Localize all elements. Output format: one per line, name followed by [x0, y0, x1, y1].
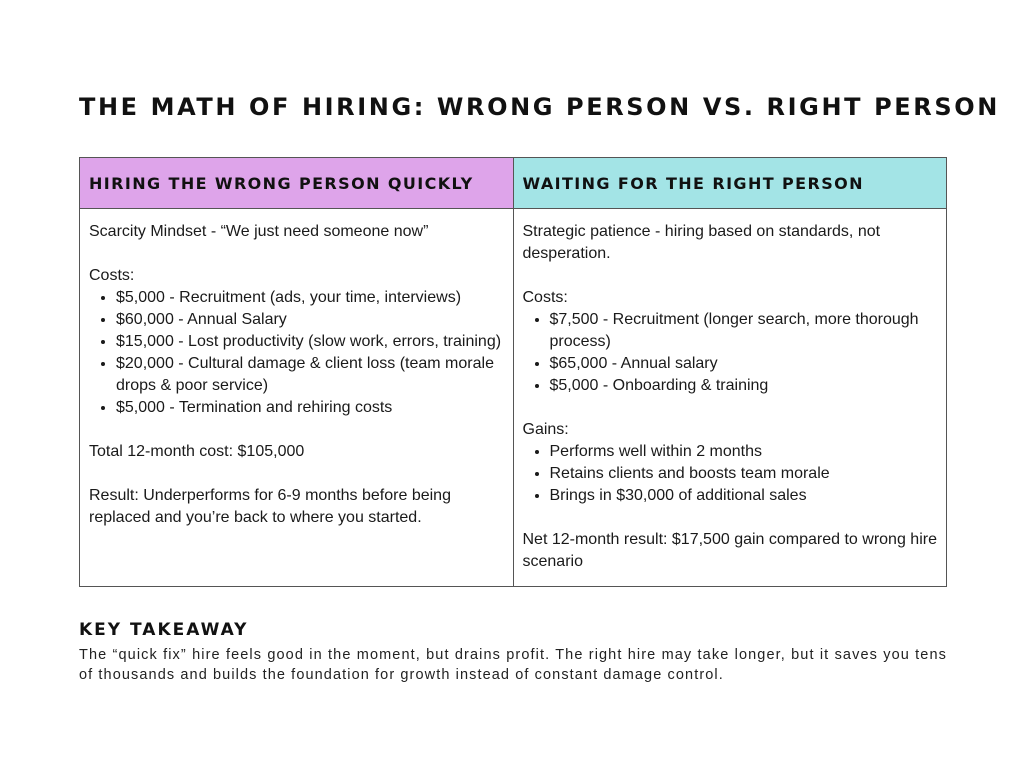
list-item: • $65,000 - Annual salary — [550, 353, 938, 375]
list-item: • Retains clients and boosts team morale — [550, 463, 938, 485]
right-net — [523, 529, 938, 573]
wrong-result-text: : Underperforms for 6-9 months before being replaced and you’re back to where you started. — [89, 487, 451, 526]
wrong-person-header: HIRING THE WRONG PERSON QUICKLY — [80, 158, 514, 209]
right-gains-label: Gains: — [522, 421, 569, 438]
wrong-intro: Scarcity Mindset - “We just need someone now” — [89, 223, 429, 240]
takeaway-heading: KEY TAKEAWAY — [79, 620, 249, 640]
list-item: • $5,000 - Recruitment (ads, your time, interviews) — [116, 287, 504, 309]
list-item: • $15,000 - Lost productivity (slow work, errors, training) — [116, 331, 504, 353]
right-costs-list — [523, 309, 938, 397]
takeaway-text: The “quick fix” hire feels good in the moment, but drains profit. The right hire may take longer, but it saves you tens of thousands and builds the foundation for growth instead of constant damage control. — [79, 647, 947, 683]
wrong-total-label: Total 12-month cost: — [89, 443, 234, 460]
list-item: • $20,000 - Cultural damage & client loss (team morale drops & poor service) — [116, 353, 504, 397]
wrong-result-label: Result — [89, 487, 135, 504]
right-person-header: WAITING FOR THE RIGHT PERSON — [513, 158, 947, 209]
right-intro: Strategic patience - hiring based on standards, not desperation. — [522, 223, 881, 262]
wrong-person-cell — [80, 209, 514, 587]
wrong-total-value: $105,000 — [237, 443, 305, 460]
list-item: • $5,000 - Onboarding & training — [550, 375, 938, 397]
comparison-table — [79, 157, 947, 587]
right-net-value: $17,500 gain compared to wrong hire scenario — [522, 531, 937, 570]
right-costs-label: Costs: — [522, 289, 568, 306]
list-item: • $7,500 - Recruitment (longer search, more thorough process) — [550, 309, 938, 353]
list-item: • Brings in $30,000 of additional sales — [550, 485, 938, 507]
wrong-costs-label: Costs: — [89, 267, 135, 284]
wrong-total — [89, 441, 504, 463]
wrong-result — [89, 485, 504, 529]
right-net-label: Net 12-month result: — [522, 531, 668, 548]
list-item: • Performs well within 2 months — [550, 441, 938, 463]
list-item: • $5,000 - Termination and rehiring costs — [116, 397, 504, 419]
wrong-costs-list — [89, 287, 504, 419]
list-item: • $60,000 - Annual Salary — [116, 309, 504, 331]
right-gains-list — [523, 441, 938, 507]
right-person-cell — [513, 209, 947, 587]
page-title: THE MATH OF HIRING: WRONG PERSON VS. RIGHT PERSON — [79, 93, 1000, 121]
